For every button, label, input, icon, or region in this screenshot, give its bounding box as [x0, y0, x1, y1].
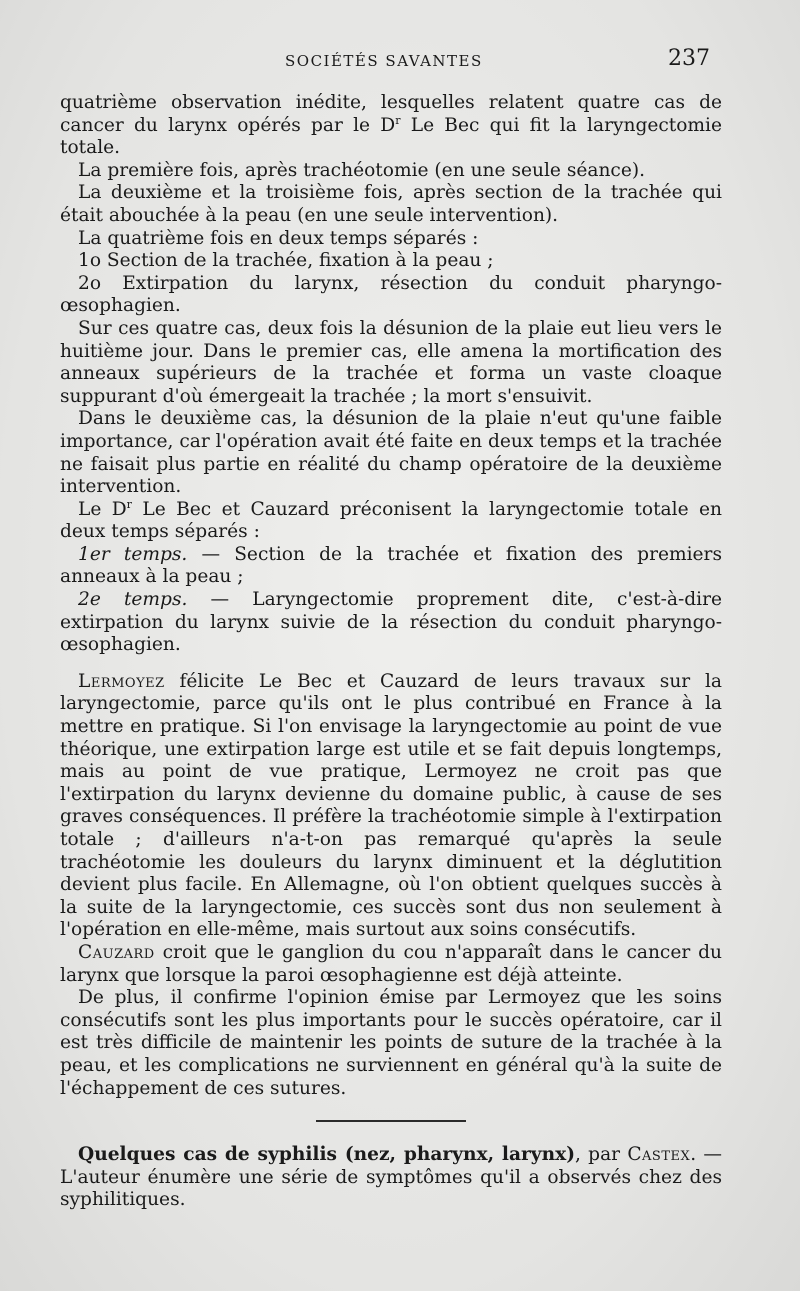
paragraph: La quatrième fois en deux temps séparés :: [78, 227, 479, 249]
paragraph: quatrième observation inédite, lesquelles relatent quatre cas de cancer du larynx opérés par le $D^r$ Le Bec qui fit la laryngectomie totale.: [60, 92, 723, 159]
speaker-name: Lermoyez: [78, 670, 165, 692]
paragraph: Dans le deuxième cas, la désunion de la plaie n'eut qu'une faible importance, car l'opération avait été faite en deux temps et la trachée ne faisait plus partie en réalité du champ opératoire de la deuxième intervention.: [60, 408, 722, 498]
paragraph: Lermoyez félicite Le Bec et Cauzard de leurs travaux sur la laryngectomie, parce qu'ils ont le plus contribué en France à la mettre en pratique. Si l'on envisage la laryngectomie au point de vue théorique, une extirpation large est utile et se fait depuis longtemps, mais au point de vue pratique, Lermoyez ne croit pas que l'extirpation du larynx devienne du domaine public, à cause de ses graves conséquences. Il préfère la trachéotomie simple à l'extirpation totale ; d'ailleurs n'a-t-on pas remarqué qu'après la seule trachéotomie les douleurs du larynx diminuent et la déglutition devient plus facile. En Allemagne, où l'on obtient quelques succès à la suite de la laryngectomie, ces succès sont dus non seulement à l'opération en elle-même, mais surtout aux soins consécutifs.: [60, 670, 722, 941]
paragraph: De plus, il confirme l'opinion émise par Lermoyez que les soins consécutifs sont les plus importants pour le succès opératoire, car il est très difficile de maintenir les points de suture de la trachée à la peau, et les complications ne surviennent en général qu'à la suite de l'échappement de ces sutures.: [60, 987, 722, 1099]
paragraph: 2e temps. — Laryngectomie proprement dite, c'est-à-dire extirpation du larynx suivie de la résection du conduit pharyngo-œsophagien.: [60, 589, 722, 656]
article-title: Quelques cas de syphilis (nez, pharynx, larynx): [78, 1144, 575, 1166]
paragraph: Quelques cas de syphilis (nez, pharynx, larynx), par Castex. — L'auteur énumère une série de symptômes qu'il a observés chez des syphilitiques.: [60, 1144, 723, 1211]
speaker-name: Cauzard: [78, 941, 155, 963]
paragraph: Cauzard croit que le ganglion du cou n'apparaît dans le cancer du larynx que lorsque la paroi œsophagienne est déjà atteinte.: [60, 941, 722, 986]
running-head: SOCIÉTÉS SAVANTES: [285, 52, 483, 70]
paragraph: 1er temps. — Section de la trachée et fixation des premiers anneaux à la peau ;: [60, 543, 722, 588]
paragraph: 2o Extirpation du larynx, résection du conduit pharyngo-œsophagien.: [60, 272, 722, 317]
paragraph: 1o Section de la trachée, fixation à la peau ;: [78, 250, 494, 272]
body-text: [60, 92, 722, 1212]
paragraph: La deuxième et la troisième fois, après section de la trachée qui était abouchée à la peau (en une seule intervention).: [60, 182, 722, 226]
section-divider: [316, 1120, 466, 1122]
paragraph: La première fois, après trachéotomie (en une seule séance).: [78, 159, 646, 181]
author-name: Castex: [627, 1144, 691, 1166]
page-header: [60, 46, 710, 76]
paragraph: Le $D^r$ Le Bec et Cauzard préconisent la laryngectomie totale en deux temps séparés :: [60, 497, 722, 543]
paragraph: Sur ces quatre cas, deux fois la désunion de la plaie eut lieu vers le huitième jour. Dans le premier cas, elle amena la mortification des anneaux supérieurs de la trachée et forma un vaste cloaque suppurant d'où émergeait la trachée ; la mort s'ensuivit.: [60, 317, 722, 407]
page-number: 237: [668, 46, 710, 71]
